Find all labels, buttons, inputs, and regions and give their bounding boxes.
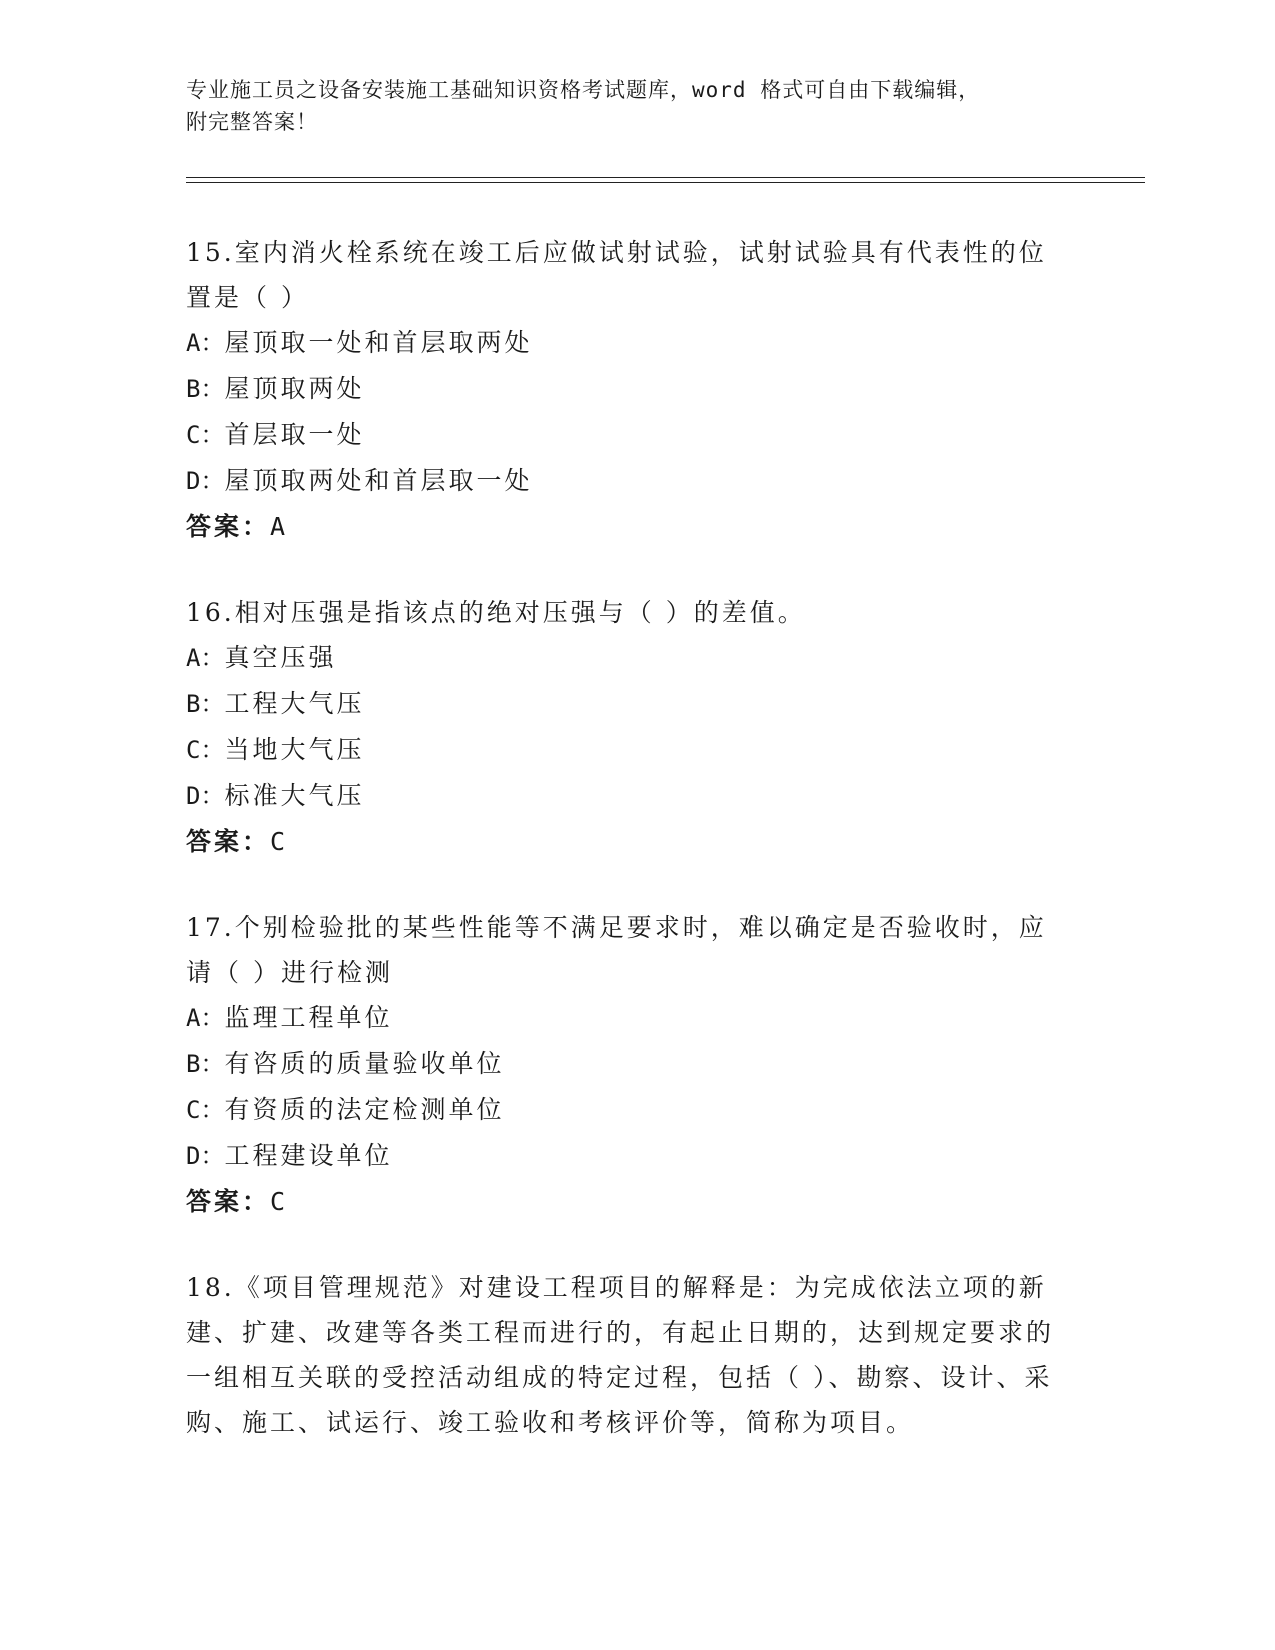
answer-label: 答案： [186, 512, 271, 541]
option-letter: D： [186, 1142, 225, 1170]
option-text: 有咨质的质量验收单位 [224, 1049, 505, 1078]
question-stem: 18.《项目管理规范》对建设工程项目的解释是：为完成依法立项的新建、扩建、改建等各类工程而进行的，有起止日期的，达到规定要求的一组相互关联的受控活动组成的特定过程，包括（ ）、勘察、设计、采购、施工、试运行、竣工验收和考核评价等，简称为项目。 [186, 1273, 1055, 1437]
answer-line [186, 1179, 1066, 1224]
option-b [186, 1041, 1066, 1087]
option-letter: B： [186, 1050, 225, 1078]
answer-line [186, 819, 1066, 864]
document-header: 专业施工员之设备安装施工基础知识资格考试题库，word 格式可自由下载编辑， 附完整答案！ [186, 78, 981, 134]
option-text: 屋顶取一处和首层取两处 [224, 328, 533, 357]
option-text: 监理工程单位 [224, 1003, 393, 1032]
option-text: 标准大气压 [224, 781, 365, 810]
option-text: 屋顶取两处 [224, 374, 365, 403]
option-letter: D： [186, 467, 225, 495]
option-c [186, 412, 1066, 458]
option-text: 屋顶取两处和首层取一处 [224, 466, 533, 495]
option-letter: D： [186, 782, 225, 810]
option-letter: B： [186, 375, 225, 403]
option-b [186, 366, 1066, 412]
option-a [186, 320, 1066, 366]
option-letter: C： [186, 421, 225, 449]
option-c [186, 1087, 1066, 1133]
option-d [186, 458, 1066, 504]
option-text: 真空压强 [224, 643, 337, 672]
option-b [186, 681, 1066, 727]
header-divider-top [186, 177, 1145, 178]
option-text: 工程大气压 [224, 689, 365, 718]
question-17 [186, 905, 1066, 1224]
answer-value: C [270, 1187, 289, 1216]
answer-line [186, 504, 1066, 549]
answer-value: A [270, 512, 289, 541]
option-letter: C： [186, 736, 225, 764]
option-letter: B： [186, 690, 225, 718]
option-text: 首层取一处 [224, 420, 365, 449]
option-a [186, 635, 1066, 681]
option-d [186, 1133, 1066, 1179]
option-letter: A： [186, 644, 225, 672]
answer-label: 答案： [186, 1187, 271, 1216]
question-16 [186, 590, 1066, 864]
answer-value: C [270, 827, 289, 856]
option-letter: C： [186, 1096, 225, 1124]
question-stem: 15.室内消火栓系统在竣工后应做试射试验，试射试验具有代表性的位置是（ ） [186, 238, 1047, 312]
option-d [186, 773, 1066, 819]
answer-label: 答案： [186, 827, 271, 856]
option-letter: A： [186, 329, 225, 357]
question-18 [186, 1265, 1066, 1445]
option-a [186, 995, 1066, 1041]
option-text: 工程建设单位 [224, 1141, 393, 1170]
option-c [186, 727, 1066, 773]
question-stem: 16.相对压强是指该点的绝对压强与（ ）的差值。 [186, 598, 806, 627]
question-stem: 17.个别检验批的某些性能等不满足要求时，难以确定是否验收时，应请（ ）进行检测 [186, 913, 1047, 987]
header-divider-bottom [186, 182, 1145, 183]
option-text: 有资质的法定检测单位 [224, 1095, 505, 1124]
question-15 [186, 230, 1066, 549]
option-text: 当地大气压 [224, 735, 365, 764]
option-letter: A： [186, 1004, 225, 1032]
